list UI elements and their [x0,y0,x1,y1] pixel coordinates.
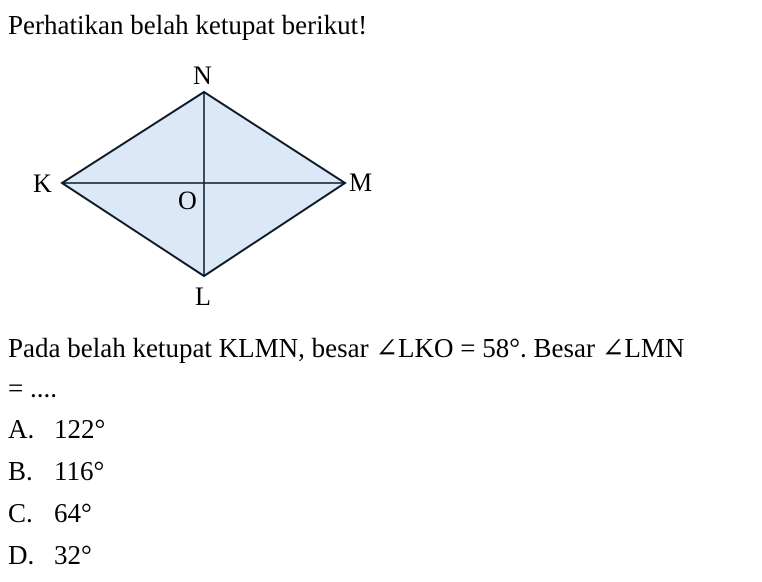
rhombus-figure [0,55,420,315]
question-line-2: = .... [8,373,57,403]
question-text [8,331,758,405]
option-value: 64° [54,498,92,528]
option-letter: B. [8,456,33,486]
rhombus-diagram [0,55,420,315]
vertex-label-o: O [178,186,197,215]
question-line-1: Pada belah ketupat KLMN, besar ∠LKO = 58°. Besar ∠LMN [8,333,685,363]
option-value: 122° [54,414,106,444]
answer-options [8,412,105,580]
option-c[interactable] [8,496,105,538]
option-a[interactable] [8,412,105,454]
vertex-label-m: M [349,168,373,197]
option-letter: C. [8,498,33,528]
option-value: 32° [54,540,92,570]
option-b[interactable] [8,454,105,496]
vertex-label-l: L [195,282,211,311]
option-value: 116° [54,456,105,486]
option-letter: D. [8,540,35,570]
vertex-label-n: N [193,61,212,90]
instruction-text: Perhatikan belah ketupat berikut! [8,10,368,40]
option-d[interactable] [8,538,105,580]
option-letter: A. [8,414,35,444]
vertex-label-k: K [33,169,52,198]
